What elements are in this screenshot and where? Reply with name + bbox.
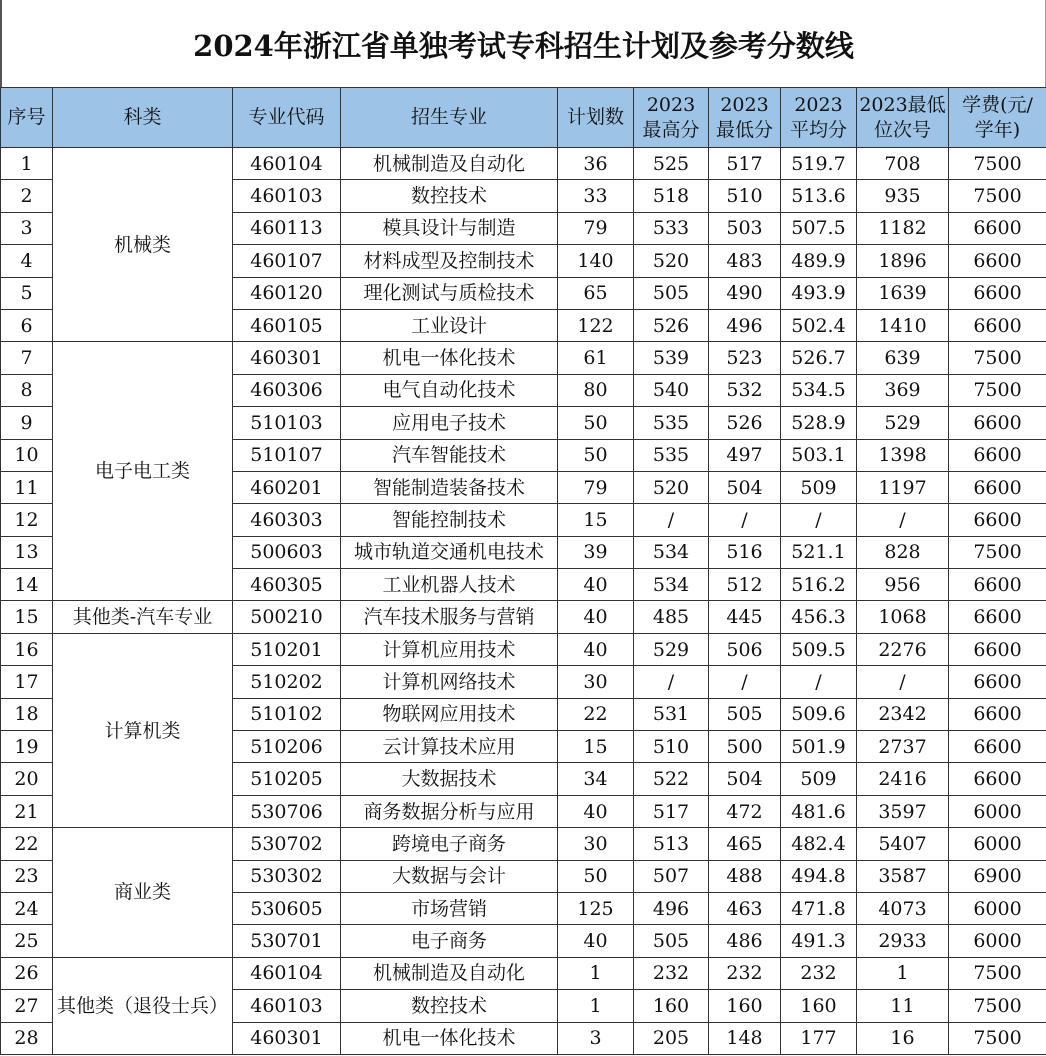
cell-min-score: 160 bbox=[709, 990, 781, 1022]
cell-min-score: 465 bbox=[709, 828, 781, 860]
cell-tuition: 6600 bbox=[949, 407, 1046, 439]
cell-category: 其他类（退役士兵） bbox=[53, 957, 233, 1054]
cell-max-score: 520 bbox=[634, 245, 709, 277]
cell-min-rank: 2276 bbox=[857, 633, 949, 665]
cell-plan-count: 1 bbox=[558, 957, 634, 989]
cell-min-rank: 935 bbox=[857, 180, 949, 212]
cell-major-name: 应用电子技术 bbox=[341, 407, 558, 439]
cell-min-rank: 708 bbox=[857, 148, 949, 180]
cell-max-score: 205 bbox=[634, 1022, 709, 1054]
header-plan-count: 计划数 bbox=[558, 88, 634, 148]
cell-tuition: 6000 bbox=[949, 925, 1046, 957]
cell-min-score: / bbox=[709, 504, 781, 536]
header-max-score: 2023 最高分 bbox=[634, 88, 709, 148]
cell-major-name: 机电一体化技术 bbox=[341, 1022, 558, 1054]
cell-major-code: 510201 bbox=[233, 633, 341, 665]
cell-tuition: 6600 bbox=[949, 763, 1046, 795]
cell-min-score: 517 bbox=[709, 148, 781, 180]
cell-min-rank: / bbox=[857, 504, 949, 536]
cell-major-name: 机械制造及自动化 bbox=[341, 148, 558, 180]
header-min-rank: 2023最低 位次号 bbox=[857, 88, 949, 148]
cell-tuition: 6600 bbox=[949, 245, 1046, 277]
cell-plan-count: 1 bbox=[558, 990, 634, 1022]
cell-major-name: 材料成型及控制技术 bbox=[341, 245, 558, 277]
cell-avg-score: 521.1 bbox=[781, 536, 857, 568]
cell-min-score: 463 bbox=[709, 892, 781, 924]
cell-tuition: 6600 bbox=[949, 569, 1046, 601]
cell-max-score: 505 bbox=[634, 277, 709, 309]
cell-min-rank: 2342 bbox=[857, 698, 949, 730]
cell-plan-count: 3 bbox=[558, 1022, 634, 1054]
cell-major-name: 机电一体化技术 bbox=[341, 342, 558, 374]
cell-min-rank: 3587 bbox=[857, 860, 949, 892]
cell-max-score: 534 bbox=[634, 536, 709, 568]
cell-avg-score: 160 bbox=[781, 990, 857, 1022]
cell-major-name: 汽车技术服务与营销 bbox=[341, 601, 558, 633]
cell-tuition: 6000 bbox=[949, 892, 1046, 924]
cell-major-code: 460306 bbox=[233, 374, 341, 406]
cell-max-score: 535 bbox=[634, 407, 709, 439]
cell-avg-score: / bbox=[781, 504, 857, 536]
cell-plan-count: 40 bbox=[558, 569, 634, 601]
cell-min-score: 488 bbox=[709, 860, 781, 892]
cell-plan-count: 50 bbox=[558, 407, 634, 439]
cell-major-name: 电子商务 bbox=[341, 925, 558, 957]
cell-tuition: 7500 bbox=[949, 148, 1046, 180]
cell-major-code: 530706 bbox=[233, 795, 341, 827]
cell-avg-score: 489.9 bbox=[781, 245, 857, 277]
cell-min-score: 496 bbox=[709, 309, 781, 341]
cell-plan-count: 22 bbox=[558, 698, 634, 730]
cell-max-score: / bbox=[634, 666, 709, 698]
cell-plan-count: 122 bbox=[558, 309, 634, 341]
cell-tuition: 6600 bbox=[949, 698, 1046, 730]
cell-major-name: 模具设计与制造 bbox=[341, 212, 558, 244]
cell-avg-score: 456.3 bbox=[781, 601, 857, 633]
header-tuition: 学费(元/ 学年) bbox=[949, 88, 1046, 148]
cell-index: 17 bbox=[1, 666, 53, 698]
cell-tuition: 6600 bbox=[949, 633, 1046, 665]
cell-avg-score: 509.6 bbox=[781, 698, 857, 730]
cell-plan-count: 40 bbox=[558, 795, 634, 827]
header-min-score: 2023 最低分 bbox=[709, 88, 781, 148]
cell-min-score: 532 bbox=[709, 374, 781, 406]
cell-avg-score: 232 bbox=[781, 957, 857, 989]
cell-max-score: 533 bbox=[634, 212, 709, 244]
cell-major-code: 460105 bbox=[233, 309, 341, 341]
cell-index: 8 bbox=[1, 374, 53, 406]
cell-tuition: 6600 bbox=[949, 504, 1046, 536]
cell-major-name: 市场营销 bbox=[341, 892, 558, 924]
cell-tuition: 7500 bbox=[949, 1022, 1046, 1054]
cell-major-name: 工业机器人技术 bbox=[341, 569, 558, 601]
cell-max-score: 160 bbox=[634, 990, 709, 1022]
cell-major-code: 530605 bbox=[233, 892, 341, 924]
cell-index: 22 bbox=[1, 828, 53, 860]
cell-min-score: 506 bbox=[709, 633, 781, 665]
cell-index: 26 bbox=[1, 957, 53, 989]
header-major-name: 招生专业 bbox=[341, 88, 558, 148]
cell-index: 15 bbox=[1, 601, 53, 633]
cell-tuition: 7500 bbox=[949, 342, 1046, 374]
cell-min-score: 500 bbox=[709, 731, 781, 763]
cell-min-rank: 1182 bbox=[857, 212, 949, 244]
cell-max-score: 539 bbox=[634, 342, 709, 374]
cell-min-score: 510 bbox=[709, 180, 781, 212]
cell-major-code: 530302 bbox=[233, 860, 341, 892]
cell-index: 10 bbox=[1, 439, 53, 471]
cell-major-name: 机械制造及自动化 bbox=[341, 957, 558, 989]
cell-min-score: 483 bbox=[709, 245, 781, 277]
cell-tuition: 6600 bbox=[949, 212, 1046, 244]
cell-major-name: 云计算技术应用 bbox=[341, 731, 558, 763]
cell-major-code: 500603 bbox=[233, 536, 341, 568]
cell-tuition: 7500 bbox=[949, 990, 1046, 1022]
cell-plan-count: 80 bbox=[558, 374, 634, 406]
cell-major-code: 510206 bbox=[233, 731, 341, 763]
cell-major-name: 商务数据分析与应用 bbox=[341, 795, 558, 827]
cell-major-code: 510107 bbox=[233, 439, 341, 471]
cell-index: 24 bbox=[1, 892, 53, 924]
cell-avg-score: 471.8 bbox=[781, 892, 857, 924]
cell-major-code: 530701 bbox=[233, 925, 341, 957]
cell-avg-score: 509.5 bbox=[781, 633, 857, 665]
cell-major-name: 电气自动化技术 bbox=[341, 374, 558, 406]
cell-plan-count: 125 bbox=[558, 892, 634, 924]
cell-major-name: 理化测试与质检技术 bbox=[341, 277, 558, 309]
cell-avg-score: 501.9 bbox=[781, 731, 857, 763]
cell-avg-score: 177 bbox=[781, 1022, 857, 1054]
cell-max-score: 507 bbox=[634, 860, 709, 892]
cell-plan-count: 15 bbox=[558, 731, 634, 763]
cell-avg-score: 481.6 bbox=[781, 795, 857, 827]
cell-index: 19 bbox=[1, 731, 53, 763]
cell-major-code: 530702 bbox=[233, 828, 341, 860]
cell-index: 18 bbox=[1, 698, 53, 730]
cell-min-rank: 1398 bbox=[857, 439, 949, 471]
cell-tuition: 6900 bbox=[949, 860, 1046, 892]
cell-major-code: 460120 bbox=[233, 277, 341, 309]
cell-max-score: 529 bbox=[634, 633, 709, 665]
cell-max-score: 232 bbox=[634, 957, 709, 989]
cell-avg-score: 509 bbox=[781, 763, 857, 795]
cell-major-code: 510102 bbox=[233, 698, 341, 730]
cell-max-score: 485 bbox=[634, 601, 709, 633]
cell-major-code: 510205 bbox=[233, 763, 341, 795]
cell-min-rank: 828 bbox=[857, 536, 949, 568]
cell-min-score: 503 bbox=[709, 212, 781, 244]
header-avg-score: 2023 平均分 bbox=[781, 88, 857, 148]
page-title: 2024年浙江省单独考试专科招生计划及参考分数线 bbox=[0, 0, 1046, 87]
cell-min-rank: 16 bbox=[857, 1022, 949, 1054]
cell-min-score: / bbox=[709, 666, 781, 698]
cell-major-name: 数控技术 bbox=[341, 180, 558, 212]
header-row bbox=[1, 88, 1046, 148]
cell-index: 12 bbox=[1, 504, 53, 536]
cell-index: 7 bbox=[1, 342, 53, 374]
cell-min-score: 512 bbox=[709, 569, 781, 601]
cell-min-score: 504 bbox=[709, 763, 781, 795]
cell-avg-score: 509 bbox=[781, 471, 857, 503]
cell-max-score: 526 bbox=[634, 309, 709, 341]
cell-major-code: 460103 bbox=[233, 180, 341, 212]
cell-max-score: 517 bbox=[634, 795, 709, 827]
cell-major-code: 460201 bbox=[233, 471, 341, 503]
cell-major-code: 460103 bbox=[233, 990, 341, 1022]
cell-min-rank: 2416 bbox=[857, 763, 949, 795]
cell-major-name: 跨境电子商务 bbox=[341, 828, 558, 860]
cell-min-score: 516 bbox=[709, 536, 781, 568]
cell-plan-count: 39 bbox=[558, 536, 634, 568]
cell-avg-score: 519.7 bbox=[781, 148, 857, 180]
cell-category: 机械类 bbox=[53, 148, 233, 342]
cell-max-score: 510 bbox=[634, 731, 709, 763]
cell-avg-score: 493.9 bbox=[781, 277, 857, 309]
cell-tuition: 6000 bbox=[949, 795, 1046, 827]
cell-max-score: 505 bbox=[634, 925, 709, 957]
cell-index: 13 bbox=[1, 536, 53, 568]
cell-major-code: 460305 bbox=[233, 569, 341, 601]
cell-max-score: 525 bbox=[634, 148, 709, 180]
cell-major-name: 大数据与会计 bbox=[341, 860, 558, 892]
cell-tuition: 6600 bbox=[949, 309, 1046, 341]
cell-min-score: 445 bbox=[709, 601, 781, 633]
cell-major-name: 智能制造装备技术 bbox=[341, 471, 558, 503]
cell-plan-count: 79 bbox=[558, 212, 634, 244]
cell-major-name: 大数据技术 bbox=[341, 763, 558, 795]
cell-plan-count: 33 bbox=[558, 180, 634, 212]
cell-major-name: 工业设计 bbox=[341, 309, 558, 341]
cell-tuition: 6600 bbox=[949, 471, 1046, 503]
cell-tuition: 6600 bbox=[949, 439, 1046, 471]
cell-min-rank: 1197 bbox=[857, 471, 949, 503]
cell-tuition: 7500 bbox=[949, 957, 1046, 989]
cell-major-code: 460104 bbox=[233, 957, 341, 989]
cell-major-name: 计算机网络技术 bbox=[341, 666, 558, 698]
cell-major-name: 数控技术 bbox=[341, 990, 558, 1022]
cell-plan-count: 79 bbox=[558, 471, 634, 503]
cell-index: 27 bbox=[1, 990, 53, 1022]
cell-min-rank: 1896 bbox=[857, 245, 949, 277]
cell-tuition: 6000 bbox=[949, 828, 1046, 860]
cell-min-score: 472 bbox=[709, 795, 781, 827]
cell-index: 1 bbox=[1, 148, 53, 180]
cell-major-name: 汽车智能技术 bbox=[341, 439, 558, 471]
cell-category: 商业类 bbox=[53, 828, 233, 958]
cell-plan-count: 140 bbox=[558, 245, 634, 277]
cell-avg-score: 528.9 bbox=[781, 407, 857, 439]
cell-tuition: 6600 bbox=[949, 277, 1046, 309]
cell-min-score: 523 bbox=[709, 342, 781, 374]
cell-min-rank: 1639 bbox=[857, 277, 949, 309]
cell-min-score: 497 bbox=[709, 439, 781, 471]
cell-major-code: 510202 bbox=[233, 666, 341, 698]
cell-avg-score: 516.2 bbox=[781, 569, 857, 601]
cell-major-code: 460301 bbox=[233, 342, 341, 374]
table-row bbox=[1, 957, 1046, 989]
cell-max-score: 520 bbox=[634, 471, 709, 503]
cell-min-rank: 4073 bbox=[857, 892, 949, 924]
table-row bbox=[1, 148, 1046, 180]
cell-tuition: 6600 bbox=[949, 731, 1046, 763]
cell-category: 计算机类 bbox=[53, 633, 233, 827]
cell-major-code: 460104 bbox=[233, 148, 341, 180]
cell-index: 14 bbox=[1, 569, 53, 601]
table-row bbox=[1, 601, 1046, 633]
cell-category: 其他类-汽车专业 bbox=[53, 601, 233, 633]
cell-index: 21 bbox=[1, 795, 53, 827]
cell-plan-count: 61 bbox=[558, 342, 634, 374]
cell-plan-count: 40 bbox=[558, 925, 634, 957]
cell-tuition: 6600 bbox=[949, 666, 1046, 698]
cell-max-score: 513 bbox=[634, 828, 709, 860]
table-row bbox=[1, 828, 1046, 860]
cell-index: 23 bbox=[1, 860, 53, 892]
cell-max-score: 518 bbox=[634, 180, 709, 212]
cell-avg-score: 503.1 bbox=[781, 439, 857, 471]
cell-index: 2 bbox=[1, 180, 53, 212]
cell-avg-score: 534.5 bbox=[781, 374, 857, 406]
cell-index: 25 bbox=[1, 925, 53, 957]
cell-index: 11 bbox=[1, 471, 53, 503]
cell-max-score: 534 bbox=[634, 569, 709, 601]
cell-min-rank: 369 bbox=[857, 374, 949, 406]
cell-plan-count: 30 bbox=[558, 828, 634, 860]
cell-min-score: 490 bbox=[709, 277, 781, 309]
cell-min-rank: / bbox=[857, 666, 949, 698]
cell-plan-count: 36 bbox=[558, 148, 634, 180]
cell-major-name: 城市轨道交通机电技术 bbox=[341, 536, 558, 568]
cell-min-score: 486 bbox=[709, 925, 781, 957]
cell-max-score: 522 bbox=[634, 763, 709, 795]
cell-min-rank: 956 bbox=[857, 569, 949, 601]
header-index: 序号 bbox=[1, 88, 53, 148]
cell-tuition: 7500 bbox=[949, 180, 1046, 212]
cell-index: 16 bbox=[1, 633, 53, 665]
cell-tuition: 7500 bbox=[949, 536, 1046, 568]
cell-min-score: 504 bbox=[709, 471, 781, 503]
cell-major-code: 460107 bbox=[233, 245, 341, 277]
cell-avg-score: 526.7 bbox=[781, 342, 857, 374]
cell-tuition: 7500 bbox=[949, 374, 1046, 406]
cell-max-score: 531 bbox=[634, 698, 709, 730]
cell-plan-count: 40 bbox=[558, 633, 634, 665]
header-category: 科类 bbox=[53, 88, 233, 148]
header-major-code: 专业代码 bbox=[233, 88, 341, 148]
table-row bbox=[1, 342, 1046, 374]
cell-min-rank: 5407 bbox=[857, 828, 949, 860]
cell-max-score: / bbox=[634, 504, 709, 536]
cell-major-code: 500210 bbox=[233, 601, 341, 633]
cell-avg-score: / bbox=[781, 666, 857, 698]
cell-min-rank: 2737 bbox=[857, 731, 949, 763]
cell-min-score: 148 bbox=[709, 1022, 781, 1054]
cell-index: 20 bbox=[1, 763, 53, 795]
cell-plan-count: 40 bbox=[558, 601, 634, 633]
cell-min-rank: 1 bbox=[857, 957, 949, 989]
cell-max-score: 535 bbox=[634, 439, 709, 471]
cell-major-code: 510103 bbox=[233, 407, 341, 439]
cell-plan-count: 15 bbox=[558, 504, 634, 536]
admission-table bbox=[0, 87, 1046, 1055]
cell-major-code: 460113 bbox=[233, 212, 341, 244]
cell-major-name: 物联网应用技术 bbox=[341, 698, 558, 730]
cell-index: 28 bbox=[1, 1022, 53, 1054]
cell-min-score: 505 bbox=[709, 698, 781, 730]
cell-avg-score: 502.4 bbox=[781, 309, 857, 341]
cell-min-score: 232 bbox=[709, 957, 781, 989]
cell-avg-score: 507.5 bbox=[781, 212, 857, 244]
cell-min-rank: 2933 bbox=[857, 925, 949, 957]
cell-min-rank: 1410 bbox=[857, 309, 949, 341]
cell-major-name: 智能控制技术 bbox=[341, 504, 558, 536]
cell-avg-score: 494.8 bbox=[781, 860, 857, 892]
cell-min-rank: 11 bbox=[857, 990, 949, 1022]
cell-avg-score: 491.3 bbox=[781, 925, 857, 957]
cell-index: 3 bbox=[1, 212, 53, 244]
cell-avg-score: 482.4 bbox=[781, 828, 857, 860]
cell-index: 9 bbox=[1, 407, 53, 439]
cell-min-score: 526 bbox=[709, 407, 781, 439]
cell-max-score: 496 bbox=[634, 892, 709, 924]
cell-tuition: 6600 bbox=[949, 601, 1046, 633]
cell-plan-count: 50 bbox=[558, 860, 634, 892]
cell-major-code: 460303 bbox=[233, 504, 341, 536]
cell-major-name: 计算机应用技术 bbox=[341, 633, 558, 665]
table-row bbox=[1, 633, 1046, 665]
cell-index: 6 bbox=[1, 309, 53, 341]
cell-min-rank: 1068 bbox=[857, 601, 949, 633]
cell-index: 5 bbox=[1, 277, 53, 309]
cell-plan-count: 34 bbox=[558, 763, 634, 795]
cell-min-rank: 529 bbox=[857, 407, 949, 439]
cell-plan-count: 65 bbox=[558, 277, 634, 309]
cell-min-rank: 3597 bbox=[857, 795, 949, 827]
cell-min-rank: 639 bbox=[857, 342, 949, 374]
cell-max-score: 540 bbox=[634, 374, 709, 406]
cell-major-code: 460301 bbox=[233, 1022, 341, 1054]
cell-category: 电子电工类 bbox=[53, 342, 233, 601]
cell-avg-score: 513.6 bbox=[781, 180, 857, 212]
cell-index: 4 bbox=[1, 245, 53, 277]
cell-plan-count: 30 bbox=[558, 666, 634, 698]
cell-plan-count: 50 bbox=[558, 439, 634, 471]
